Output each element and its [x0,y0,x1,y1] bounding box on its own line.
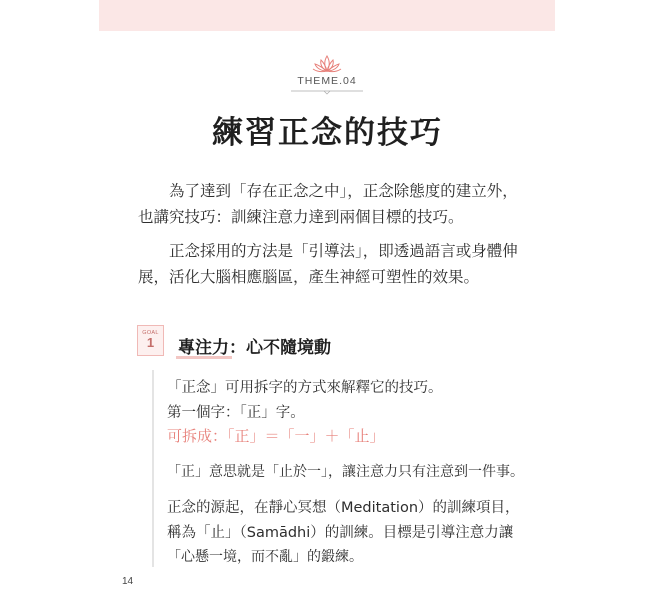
body-line-3-highlight: 可拆成：「正」＝「一」＋「止」 [167,427,385,445]
lotus-icon [311,54,343,74]
intro-paragraph-2 [138,238,533,290]
goal-number: 1 [146,335,155,350]
body-line-4: 「正」意思就是「止於一」，讓注意力只有注意到一件事。 [167,464,524,480]
theme-label: THEME.04 [297,75,357,87]
goal-badge [137,325,164,356]
goal-label: GOAL [142,330,159,336]
theme-divider [291,89,363,95]
top-decor-band [99,0,555,31]
body-line-6: 稱為「止」（Samādhi）的訓練。目標是引導注意力讓 [167,525,514,541]
body-line-5: 正念的源起，在靜心冥想（Meditation）的訓練項目， [167,500,520,516]
body-line-1: 「正念」可用拆字的方式來解釋它的技巧。 [167,380,443,396]
body-line-7: 「心懸一境，而不亂」的鍛練。 [167,549,363,565]
page-number: 14 [122,576,134,587]
body-line-2: 第一個字：「正」字。 [167,405,305,421]
page-title: 練習正念的技巧 [212,115,443,151]
intro-text-2: 正念採用的方法是「引導法」，即透過語言或身體伸展，活化大腦相應腦區，產生神經可塑性的效果。 [138,242,518,286]
intro-paragraph-1 [138,178,533,230]
quote-bar [152,370,154,567]
goal-title: 專注力：心不隨境動 [178,338,331,358]
intro-text-1: 為了達到「存在正念之中」，正念除態度的建立外，也講究技巧：訓練注意力達到兩個目標的技巧。 [138,182,518,226]
